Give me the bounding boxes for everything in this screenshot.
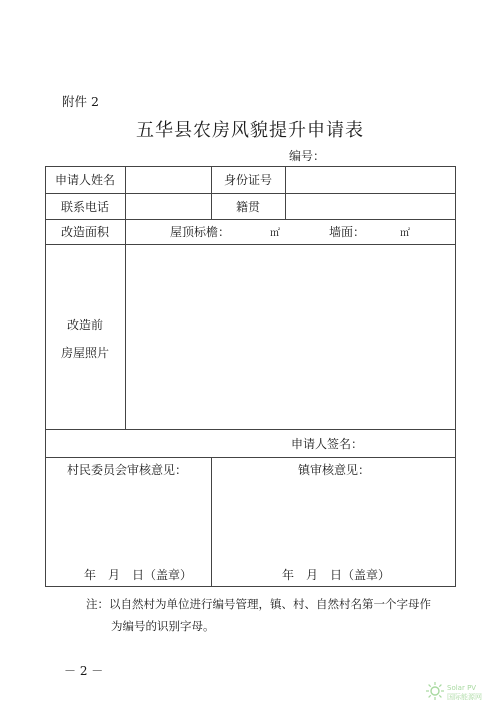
signature-field[interactable] — [380, 430, 455, 457]
id-number-label: 身份证号 — [223, 173, 272, 187]
roof-area-label: 屋顶标檐： — [170, 225, 231, 239]
photo-upload-area[interactable] — [126, 245, 455, 429]
footnote-line1: 注：以自然村为单位进行编号管理，镇、村、自然村名第一个字母作 — [86, 597, 431, 611]
applicant-name-label: 申请人姓名 — [54, 173, 115, 187]
phone-field[interactable] — [126, 194, 211, 219]
watermark-logo — [425, 680, 495, 702]
signature-label: 申请人签名： — [291, 436, 364, 451]
town-review-label: 镇审核意见： — [298, 462, 371, 477]
sun-icon — [425, 681, 445, 701]
serial-number-label: 编号： — [289, 149, 326, 163]
town-review-field[interactable] — [212, 480, 455, 564]
town-review-date: 年 月 日（盖章） — [282, 567, 391, 582]
village-review-field[interactable] — [46, 480, 211, 564]
phone-label: 联系电话 — [60, 199, 109, 214]
wall-area-unit: ㎡ — [400, 228, 410, 239]
photo-label-line2: 房屋照片 — [60, 345, 109, 360]
id-number-field[interactable] — [286, 167, 455, 193]
footnote — [86, 593, 431, 637]
applicant-name-field[interactable] — [126, 167, 211, 193]
roof-area-unit: ㎡ — [270, 228, 280, 239]
form-title: 五华县农房风貌提升申请表 — [136, 120, 364, 141]
native-place-field[interactable] — [286, 194, 455, 219]
photo-label-line1: 改造前 — [66, 317, 103, 332]
area-label: 改造面积 — [60, 225, 109, 239]
page-number: － 2 － — [64, 664, 104, 678]
village-review-date: 年 月 日（盖章） — [84, 567, 193, 582]
watermark-text-bottom: 国际能源网 — [447, 693, 482, 701]
attachment-label: 附件 2 — [62, 94, 99, 109]
wall-area-field[interactable] — [366, 220, 400, 244]
roof-area-field[interactable] — [232, 220, 272, 244]
village-review-label: 村民委员会审核意见： — [67, 462, 188, 477]
native-place-label: 籍贯 — [235, 199, 260, 214]
watermark-text-top: Solar PV — [447, 684, 477, 692]
footnote-line2: 为编号的识别字母。 — [111, 619, 215, 633]
wall-area-label: 墙面： — [329, 225, 366, 239]
